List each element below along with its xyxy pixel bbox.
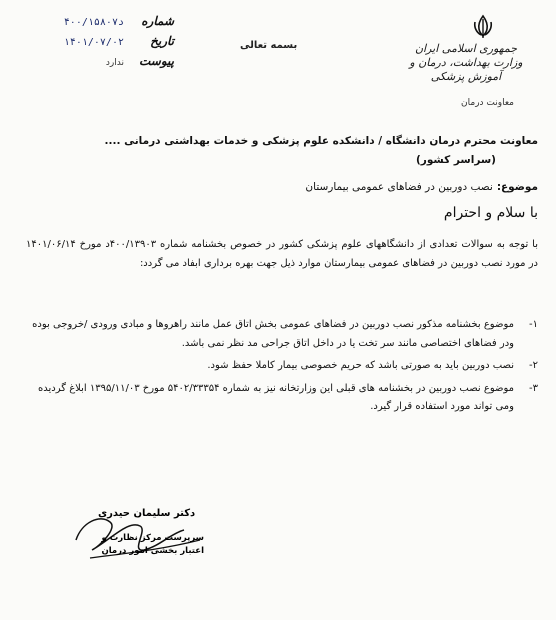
- item-number: ۳-: [529, 382, 538, 394]
- item-text: موضوع نصب دوربین در بخشنامه های قبلی این وزارتخانه نیز به شماره ۵۴۰۲/۳۳۳۵۴ مورخ ۱۳۹۵/۱۱/۰۳ ابلاغ گردیده ومی تواند مورد استفاده قرار گیرد.: [38, 382, 514, 412]
- greeting: با سلام و احترام: [443, 205, 538, 221]
- subject-line: [26, 178, 538, 196]
- iran-emblem-icon: [470, 14, 496, 40]
- ministry-name: [396, 42, 536, 84]
- number-label: شماره: [141, 14, 174, 28]
- bismillah: بسمه تعالی: [240, 40, 298, 51]
- item-text: نصب دوربین باید به صورتی باشد که حریم خصوصی بیمار کاملا حفظ شود.: [207, 360, 514, 371]
- deputy-header: معاونت درمان: [461, 98, 514, 108]
- signatory-title-line-1: سرپرست مرکز نظارت و: [101, 533, 204, 543]
- number-value: ۴۰۰/۱۵۸۰۷د: [63, 17, 124, 28]
- date-value: ۱۴۰۱/۰۷/۰۲: [63, 37, 124, 48]
- letter-meta: [34, 14, 174, 74]
- meta-attachment-row: [34, 54, 174, 74]
- signatory-title-line-2: اعتبار بخشی امور درمان: [101, 546, 204, 556]
- item-number: ۱-: [529, 319, 538, 330]
- meta-date-row: [34, 34, 174, 54]
- scope: (سراسر کشور): [416, 154, 496, 166]
- item-list: [26, 316, 538, 421]
- list-item: [26, 357, 538, 376]
- meta-number-row: [34, 14, 174, 34]
- ministry-line-1: جمهوری اسلامی ایران: [414, 42, 518, 55]
- body-paragraph: با توجه به سوالات تعدادی از دانشگاههای علوم پزشکی کشور در خصوص بخشنامه شماره ۴۰۰/۱۳۹۰۳د مورخ ۱۴۰۱/۰۶/۱۴ در مورد نصب دوربین در فضاهای عمومی بیمارستان موارد ذیل جهت بهره برداری ابفاد می گردد:: [26, 239, 538, 269]
- subject-label: موضوع:: [496, 181, 538, 193]
- signatory-title: [94, 532, 204, 558]
- ministry-line-2: وزارت بهداشت، درمان و آموزش پزشکی: [409, 56, 523, 83]
- attachment-value: ندارد: [105, 58, 124, 68]
- addressee: معاونت محترم درمان دانشگاه / دانشکده علوم پزشکی و خدمات بهداشتی درمانی ....: [104, 135, 538, 147]
- item-text: موضوع بخشنامه مذکور نصب دوربین در فضاهای عمومی بخش اتاق عمل مانند راهروها و مبادی ورودی /خروجی بوده ودر فضاهای اختصاصی مانند سر تخت یا در داخل اتاق جراحی مد نظر نمی باشد.: [32, 319, 514, 349]
- list-item: [26, 316, 538, 353]
- date-label: تاریخ: [150, 34, 174, 48]
- signatory-name: دکتر سلیمان حیدری: [98, 508, 196, 519]
- attachment-label: پیوست: [139, 54, 174, 68]
- item-number: ۲-: [529, 360, 538, 371]
- list-item: [26, 380, 538, 417]
- subject-text: نصب دوربین در فضاهای عمومی بیمارستان: [305, 181, 493, 193]
